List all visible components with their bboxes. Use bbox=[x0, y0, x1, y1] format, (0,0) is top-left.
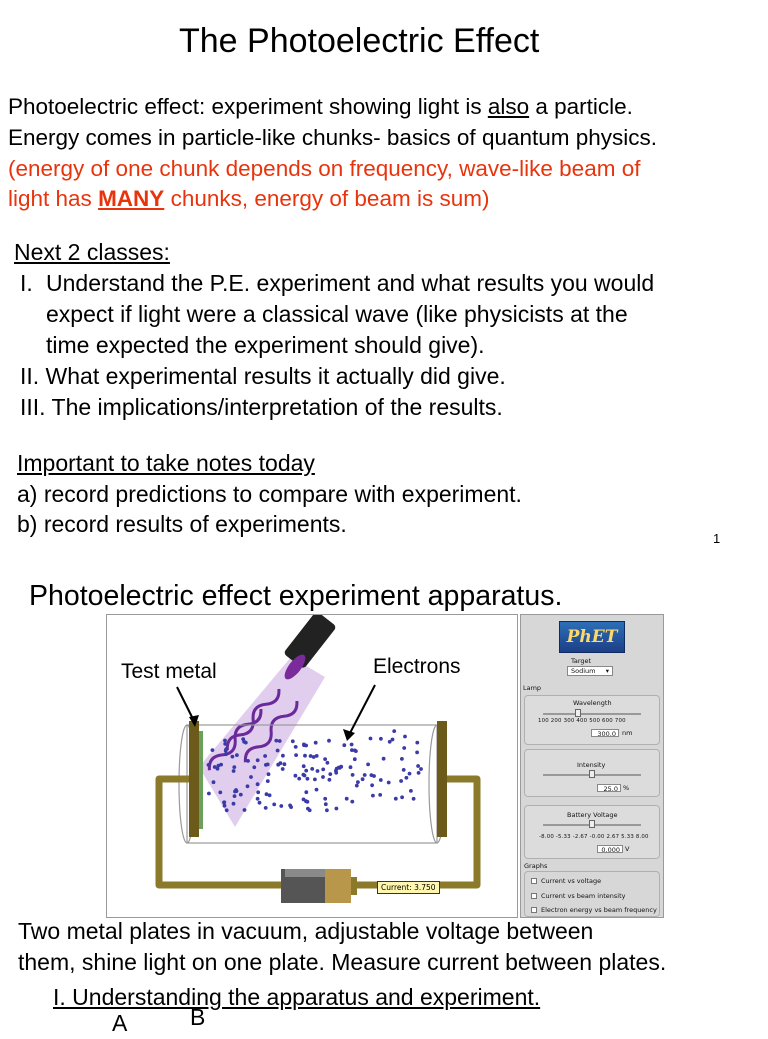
electron-dot bbox=[321, 768, 325, 772]
electron-dot bbox=[304, 769, 308, 773]
electron-dot bbox=[345, 797, 349, 801]
electron-dot bbox=[252, 765, 256, 769]
electron-dot bbox=[224, 747, 228, 751]
electron-dot bbox=[323, 757, 327, 761]
electron-dot bbox=[266, 779, 270, 783]
battery-voltage-label: Battery Voltage bbox=[567, 811, 618, 819]
electron-dot bbox=[288, 804, 292, 808]
target-select[interactable]: Sodium ▾ bbox=[567, 666, 613, 676]
electrons-arrow bbox=[349, 685, 375, 735]
electron-dot bbox=[225, 808, 229, 812]
electron-dot bbox=[274, 739, 278, 743]
electron-dot bbox=[291, 739, 295, 743]
electron-dot bbox=[324, 802, 328, 806]
simulation-canvas bbox=[106, 614, 518, 918]
electron-dot bbox=[232, 765, 236, 769]
electron-dot bbox=[258, 801, 262, 805]
item-2: II. What experimental results it actually did give. bbox=[20, 363, 506, 389]
intensity-label: Intensity bbox=[577, 761, 606, 769]
electron-dot bbox=[403, 735, 407, 739]
test-metal-label: Test metal bbox=[121, 660, 217, 683]
electron-dot bbox=[409, 789, 413, 793]
electron-dot bbox=[353, 757, 357, 761]
right-metal-plate bbox=[437, 721, 447, 837]
electron-dot bbox=[222, 801, 226, 805]
electron-dot bbox=[356, 780, 360, 784]
electron-dot bbox=[303, 754, 307, 758]
target-label: Target bbox=[571, 657, 592, 665]
wavelength-unit: nm bbox=[622, 729, 633, 737]
electron-dot bbox=[243, 808, 247, 812]
electron-dot bbox=[369, 737, 373, 741]
caption-line-2: them, shine light on one plate. Measure current between plates. bbox=[18, 949, 667, 975]
electron-dot bbox=[234, 788, 238, 792]
electron-dot bbox=[371, 794, 375, 798]
label-b: B bbox=[190, 1004, 206, 1030]
electron-dot bbox=[354, 749, 358, 753]
electron-dot bbox=[402, 746, 406, 750]
electron-dot bbox=[223, 742, 227, 746]
electron-dot bbox=[297, 777, 301, 781]
apparatus-title: Photoelectric effect experiment apparatus. bbox=[29, 580, 563, 612]
battery-voltage-slider[interactable] bbox=[589, 820, 595, 828]
electron-dot bbox=[207, 763, 211, 767]
electron-dot bbox=[419, 767, 423, 771]
electron-dot bbox=[308, 808, 312, 812]
electron-dot bbox=[241, 737, 245, 741]
red-note-line-2: light has MANY chunks, energy of beam is sum) bbox=[8, 186, 490, 211]
phet-logo: PhET bbox=[559, 621, 625, 653]
electron-dot bbox=[400, 795, 404, 799]
electron-dot bbox=[335, 807, 339, 811]
electron-dot bbox=[321, 775, 325, 779]
electron-dot bbox=[310, 767, 314, 771]
intensity-field[interactable]: 25.0 bbox=[597, 784, 621, 792]
electron-dot bbox=[302, 764, 306, 768]
electron-dot bbox=[379, 737, 383, 741]
left-plate-surface bbox=[199, 731, 203, 829]
electron-dot bbox=[281, 767, 285, 771]
item-3: III. The implications/interpretation of the results. bbox=[20, 394, 503, 420]
electron-dot bbox=[388, 740, 392, 744]
intensity-percent: % bbox=[623, 784, 630, 792]
notes-heading: Important to take notes today bbox=[17, 450, 315, 476]
electron-dot bbox=[302, 743, 306, 747]
battery-voltage-field[interactable]: 0.000 bbox=[597, 845, 623, 853]
next-classes-heading: Next 2 classes: bbox=[14, 239, 170, 265]
wavelength-slider[interactable] bbox=[575, 709, 581, 717]
electron-dot bbox=[233, 794, 237, 798]
lamp-label: Lamp bbox=[523, 684, 542, 692]
slide-title: The Photoelectric Effect bbox=[179, 22, 540, 60]
electron-dot bbox=[415, 741, 419, 745]
electrons-arrowhead bbox=[343, 729, 355, 741]
electron-dot bbox=[217, 764, 221, 768]
electron-dot bbox=[378, 793, 382, 797]
wavelength-label: Wavelength bbox=[573, 699, 612, 707]
electron-dot bbox=[400, 757, 404, 761]
electron-dot bbox=[323, 797, 327, 801]
electron-dot bbox=[264, 806, 268, 810]
electron-dot bbox=[304, 790, 308, 794]
electron-dot bbox=[278, 739, 282, 743]
page-number: 1 bbox=[713, 531, 721, 546]
electron-dot bbox=[256, 797, 260, 801]
electron-dot bbox=[249, 775, 253, 779]
note-a: a) record predictions to compare with experiment. bbox=[17, 481, 522, 507]
graph-checkbox-2[interactable] bbox=[531, 893, 537, 899]
electron-dot bbox=[392, 729, 396, 733]
electron-dot bbox=[350, 743, 354, 747]
electron-dot bbox=[370, 773, 374, 777]
item-1-line-3: time expected the experiment should give). bbox=[46, 332, 485, 358]
simulation-area bbox=[106, 614, 664, 918]
electron-dot bbox=[366, 763, 370, 767]
electron-dot bbox=[265, 792, 269, 796]
electron-dot bbox=[267, 772, 271, 776]
section-heading: I. Understanding the apparatus and experiment. bbox=[53, 984, 541, 1010]
electron-dot bbox=[279, 804, 283, 808]
electron-dot bbox=[394, 797, 398, 801]
electron-dot bbox=[342, 743, 346, 747]
electron-dot bbox=[266, 763, 270, 767]
electron-dot bbox=[328, 778, 332, 782]
electron-dot bbox=[223, 739, 227, 743]
electron-dot bbox=[294, 774, 298, 778]
red-note-line-1: (energy of one chunk depends on frequency, wave-like beam of bbox=[8, 156, 641, 181]
electron-dot bbox=[408, 772, 412, 776]
electron-dot bbox=[415, 751, 419, 755]
left-metal-plate bbox=[189, 721, 199, 837]
electron-dot bbox=[294, 745, 298, 749]
electron-dot bbox=[363, 773, 367, 777]
control-panel bbox=[520, 614, 664, 918]
electron-dot bbox=[416, 764, 420, 768]
electron-dot bbox=[256, 782, 260, 786]
electron-dot bbox=[283, 762, 287, 766]
battery-voltage-unit: V bbox=[625, 845, 630, 853]
electron-dot bbox=[326, 761, 330, 765]
note-b: b) record results of experiments. bbox=[17, 511, 347, 537]
electron-dot bbox=[382, 757, 386, 761]
electron-dot bbox=[412, 797, 416, 801]
wavelength-slider-track bbox=[543, 713, 641, 715]
electron-dot bbox=[306, 777, 310, 781]
label-a: A bbox=[112, 1010, 128, 1036]
electron-dot bbox=[304, 799, 308, 803]
wavelength-field[interactable]: 300.0 bbox=[591, 729, 619, 737]
wavelength-ticks: 100 200 300 400 500 600 700 bbox=[538, 718, 626, 724]
electron-dot bbox=[211, 748, 215, 752]
electron-dot bbox=[361, 777, 365, 781]
electron-dot bbox=[302, 773, 306, 777]
electron-dot bbox=[213, 765, 217, 769]
electron-dot bbox=[325, 808, 329, 812]
intensity-group bbox=[524, 749, 660, 797]
electron-dot bbox=[370, 783, 374, 787]
graph-checkbox-1[interactable] bbox=[531, 878, 537, 884]
electron-dot bbox=[294, 753, 298, 757]
electron-dot bbox=[402, 768, 406, 772]
graph-option-2: Current vs beam intensity bbox=[541, 892, 626, 900]
electron-dot bbox=[212, 780, 216, 784]
electron-dot bbox=[350, 748, 354, 752]
graph-option-3: Electron energy vs beam frequency bbox=[541, 906, 657, 914]
electron-dot bbox=[276, 749, 280, 753]
electron-dot bbox=[315, 788, 319, 792]
electron-dot bbox=[316, 769, 320, 773]
electron-dot bbox=[312, 755, 316, 759]
battery-ticks: -8.00 -5.33 -2.67 -0.00 2.67 5.33 8.00 bbox=[539, 834, 649, 840]
electron-dot bbox=[232, 802, 236, 806]
electron-dot bbox=[349, 765, 353, 769]
battery-icon bbox=[281, 869, 357, 903]
electron-dot bbox=[313, 778, 317, 782]
electron-dot bbox=[405, 776, 409, 780]
electron-dot bbox=[207, 792, 211, 796]
electron-dot bbox=[327, 739, 331, 743]
electron-dot bbox=[223, 804, 227, 808]
graph-checkbox-3[interactable] bbox=[531, 907, 537, 913]
also-emphasis: also bbox=[487, 94, 530, 119]
electron-dot bbox=[379, 778, 383, 782]
electron-dot bbox=[355, 784, 359, 788]
electron-dot bbox=[235, 753, 239, 757]
electron-dot bbox=[256, 758, 260, 762]
electron-dot bbox=[339, 765, 343, 769]
intro-line-2: Energy comes in particle-like chunks- basics of quantum physics. bbox=[8, 125, 658, 150]
electron-dot bbox=[399, 779, 403, 783]
electron-dot bbox=[256, 790, 260, 794]
graphs-label: Graphs bbox=[524, 862, 548, 870]
item-1-line-1: Understand the P.E. experiment and what results you would bbox=[46, 270, 655, 296]
item-1-number: I. bbox=[20, 270, 33, 296]
electron-dot bbox=[218, 791, 222, 795]
electron-dot bbox=[417, 771, 421, 775]
electron-dot bbox=[279, 761, 283, 765]
electron-dot bbox=[314, 741, 318, 745]
electron-dot bbox=[231, 755, 235, 759]
electron-dot bbox=[224, 752, 228, 756]
electron-dot bbox=[351, 773, 355, 777]
electron-dot bbox=[334, 771, 338, 775]
graphs-group bbox=[524, 871, 660, 917]
electron-dot bbox=[246, 784, 250, 788]
caption-line-1: Two metal plates in vacuum, adjustable voltage between bbox=[18, 918, 594, 944]
many-emphasis: MANY bbox=[98, 186, 165, 211]
electron-dot bbox=[387, 781, 391, 785]
intro-line-1: Photoelectric effect: experiment showing light is also a particle. bbox=[8, 94, 633, 119]
intensity-slider[interactable] bbox=[589, 770, 595, 778]
electrons-label: Electrons bbox=[373, 655, 461, 678]
electron-dot bbox=[350, 800, 354, 804]
item-1-line-2: expect if light were a classical wave (like physicists at the bbox=[46, 301, 628, 327]
electron-dot bbox=[328, 772, 332, 776]
current-readout: Current: 3.750 bbox=[377, 881, 440, 894]
electron-dot bbox=[263, 754, 267, 758]
wavelength-group bbox=[524, 695, 660, 745]
chevron-down-icon: ▾ bbox=[605, 667, 609, 675]
battery-group bbox=[524, 805, 660, 859]
electron-dot bbox=[246, 759, 250, 763]
electron-dot bbox=[281, 754, 285, 758]
graph-option-1: Current vs voltage bbox=[541, 877, 602, 885]
electron-dot bbox=[232, 769, 236, 773]
electron-dot bbox=[272, 803, 276, 807]
electron-dot bbox=[239, 793, 243, 797]
